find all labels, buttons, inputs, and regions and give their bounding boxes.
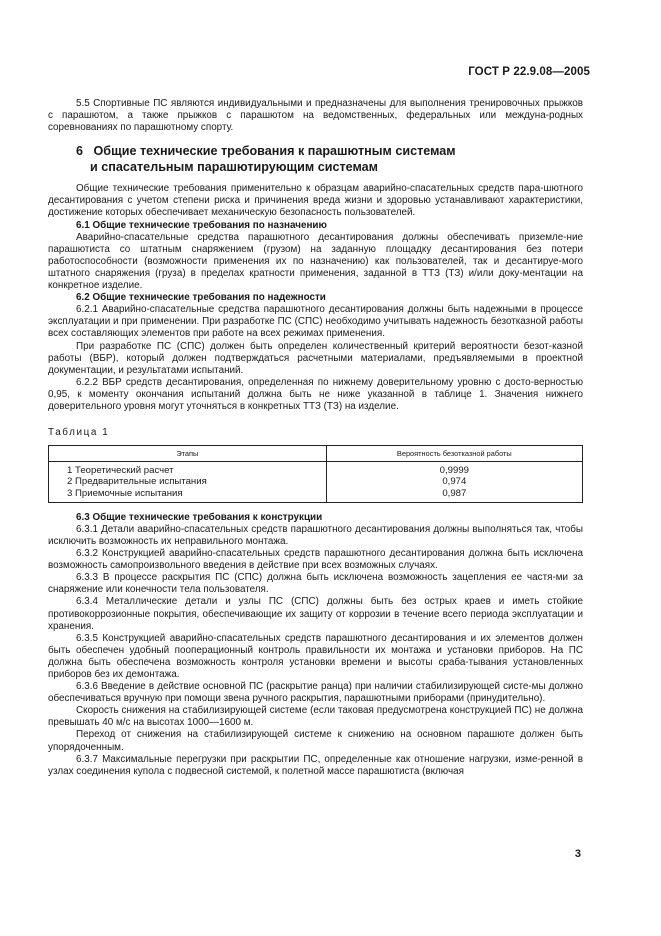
- stage-1: 1 Теоретический расчет: [67, 465, 174, 477]
- paragraph-6-3-7: 6.3.7 Максимальные перегрузки при раскрытии ПС, определенные как отношение нагрузки, изме-ренной в узлах соединения купола с подвесной системой, к полетной массе парашютиста (включая: [48, 753, 583, 777]
- value-3: 0,987: [442, 487, 467, 499]
- section-6-title: [76, 144, 583, 175]
- section-title-line2: и спасательным парашютирующим системам: [90, 159, 378, 174]
- subsection-6-2-title: 6.2 Общие технические требования по надежности: [76, 292, 326, 304]
- paragraph-6-3-4: 6.3.4 Металлические детали и узлы ПС (СПС) должны быть без острых краев и иметь стойкие противокоррозионные покрытия, обеспечивающие их защиту от коррозии в течение всего периода эксплуатации и хранения.: [48, 596, 583, 632]
- paragraph-6-3-6: 6.3.6 Введение в действие основной ПС (раскрытие ранца) при наличии стабилизирующей систе-мы должно обеспечиваться вручную при помощи звена ручного раскрытия, парашютными приборами (принудительно).: [48, 681, 583, 705]
- stage-2: 2 Предварительные испытания: [67, 476, 207, 488]
- paragraph-6-3-5: 6.3.5 Конструкцией аварийно-спасательных средств парашютного десантирования и их элементов должен быть обеспечен удобный пооперационный контроль правильности их монтажа и установки приборов. На ПС должна быть обеспечена возможность контроля установки времени и высоты сраба-тывания установленных приборов без их демонтажа.: [48, 632, 583, 680]
- paragraph-6-2-1b: При разработке ПС (СПС) должен быть определен количественный критерий вероятности безот-казной работы (ВБР), который должен подтверждаться расчетными материалами, предъявляемыми в проектной документации, и результатами испытаний.: [48, 340, 583, 376]
- section-title-line1: Общие технические требования к парашютным системам: [93, 144, 456, 159]
- document-id: ГОСТ Р 22.9.08—2005: [468, 66, 590, 78]
- table-header-probability: Вероятность безотказной работы: [326, 446, 582, 462]
- paragraph-6-3-3: 6.3.3 В процессе раскрытия ПС (СПС) должна быть исключена возможность зацепления ее частя-ми за снаряжение или конечности тела пользователя.: [48, 572, 583, 596]
- table-1: [48, 445, 583, 503]
- table-caption: Таблица 1: [48, 427, 110, 439]
- table-row: [49, 462, 583, 503]
- section-number: 6: [76, 144, 84, 159]
- table-stages-cell: [49, 462, 327, 503]
- subsection-6-1-title: 6.1 Общие технические требования по назначению: [76, 219, 327, 231]
- table-header-stages: Этапы: [49, 446, 327, 462]
- paragraph-6-3-2: 6.3.2 Конструкцией аварийно-спасательных средств парашютного десантирования должна быть исключена возможность самопроизвольного введения в действие при всех возможных случаях.: [48, 548, 583, 572]
- value-1: 0,9999: [439, 465, 469, 477]
- document-body: [48, 98, 583, 778]
- paragraph-6-3-6c: Переход от снижения на стабилизирующей системе к снижению на основном парашюте должен быть упорядоченным.: [48, 729, 583, 753]
- value-2: 0,974: [442, 476, 467, 488]
- paragraph-6-3-6b: Скорость снижения на стабилизирующей системе (если таковая предусмотрена конструкцией ПС) не должна превышать 40 м/с на высотах 1000—1600 м.: [48, 705, 583, 729]
- subsection-6-3-title: 6.3 Общие технические требования к конструкции: [76, 511, 323, 523]
- paragraph-6-2-1: 6.2.1 Аварийно-спасательные средства парашютного десантирования должны быть надежными в процессе эксплуатации и при применении. При разработке ПС (СПС) необходимо учитывать надежность безотказной работы всех составляющих элементов при работе на всех режимах применения.: [48, 304, 583, 340]
- paragraph-5-5: 5.5 Спортивные ПС являются индивидуальными и предназначены для выполнения тренировочных прыжков с парашютом, а также прыжков с парашютом на ведомственных, федеральных или междуна-родных соревнованиях по парашютному спорту.: [48, 98, 583, 134]
- paragraph-6-2-2: 6.2.2 ВБР средств десантирования, определенная по нижнему доверительному уровню с досто-верностью 0,95, к моменту окончания испытаний должна быть не ниже указанной в таблице 1. Значения нижнего доверительного уровня могут уточняться в конкретных ТТЗ (ТЗ) на изделие.: [48, 376, 583, 412]
- stage-3: 3 Приемочные испытания: [67, 487, 183, 499]
- page-number: 3: [574, 848, 581, 860]
- table-values-cell: [326, 462, 582, 503]
- section-6-intro: Общие технические требования применительно к образцам аварийно-спасательных средств пара-шютного десантирования с учетом степени риска и причинения вреда жизни и здоровью устанавливают характеристики, достижение которых обеспечивает механическую безопасность пользователей.: [48, 183, 583, 219]
- paragraph-6-3-1: 6.3.1 Детали аварийно-спасательных средств парашютного десантирования должны выполняться так, чтобы исключить возможность их неправильного монтажа.: [48, 523, 583, 547]
- paragraph-6-1: Аварийно-спасательные средства парашютного десантирования должны обеспечивать приземле-ние парашютиста со штатным снаряжением (грузом) на заданную площадку десантирования без потери работоспособности (возможности применения их по назначению) как пользователей, так и десантируе-мого штатного снаряжения (груза) в пределах кратности применения, заданной в ТТЗ (ТЗ) и/или доку-ментации на конкретное изделие.: [48, 231, 583, 292]
